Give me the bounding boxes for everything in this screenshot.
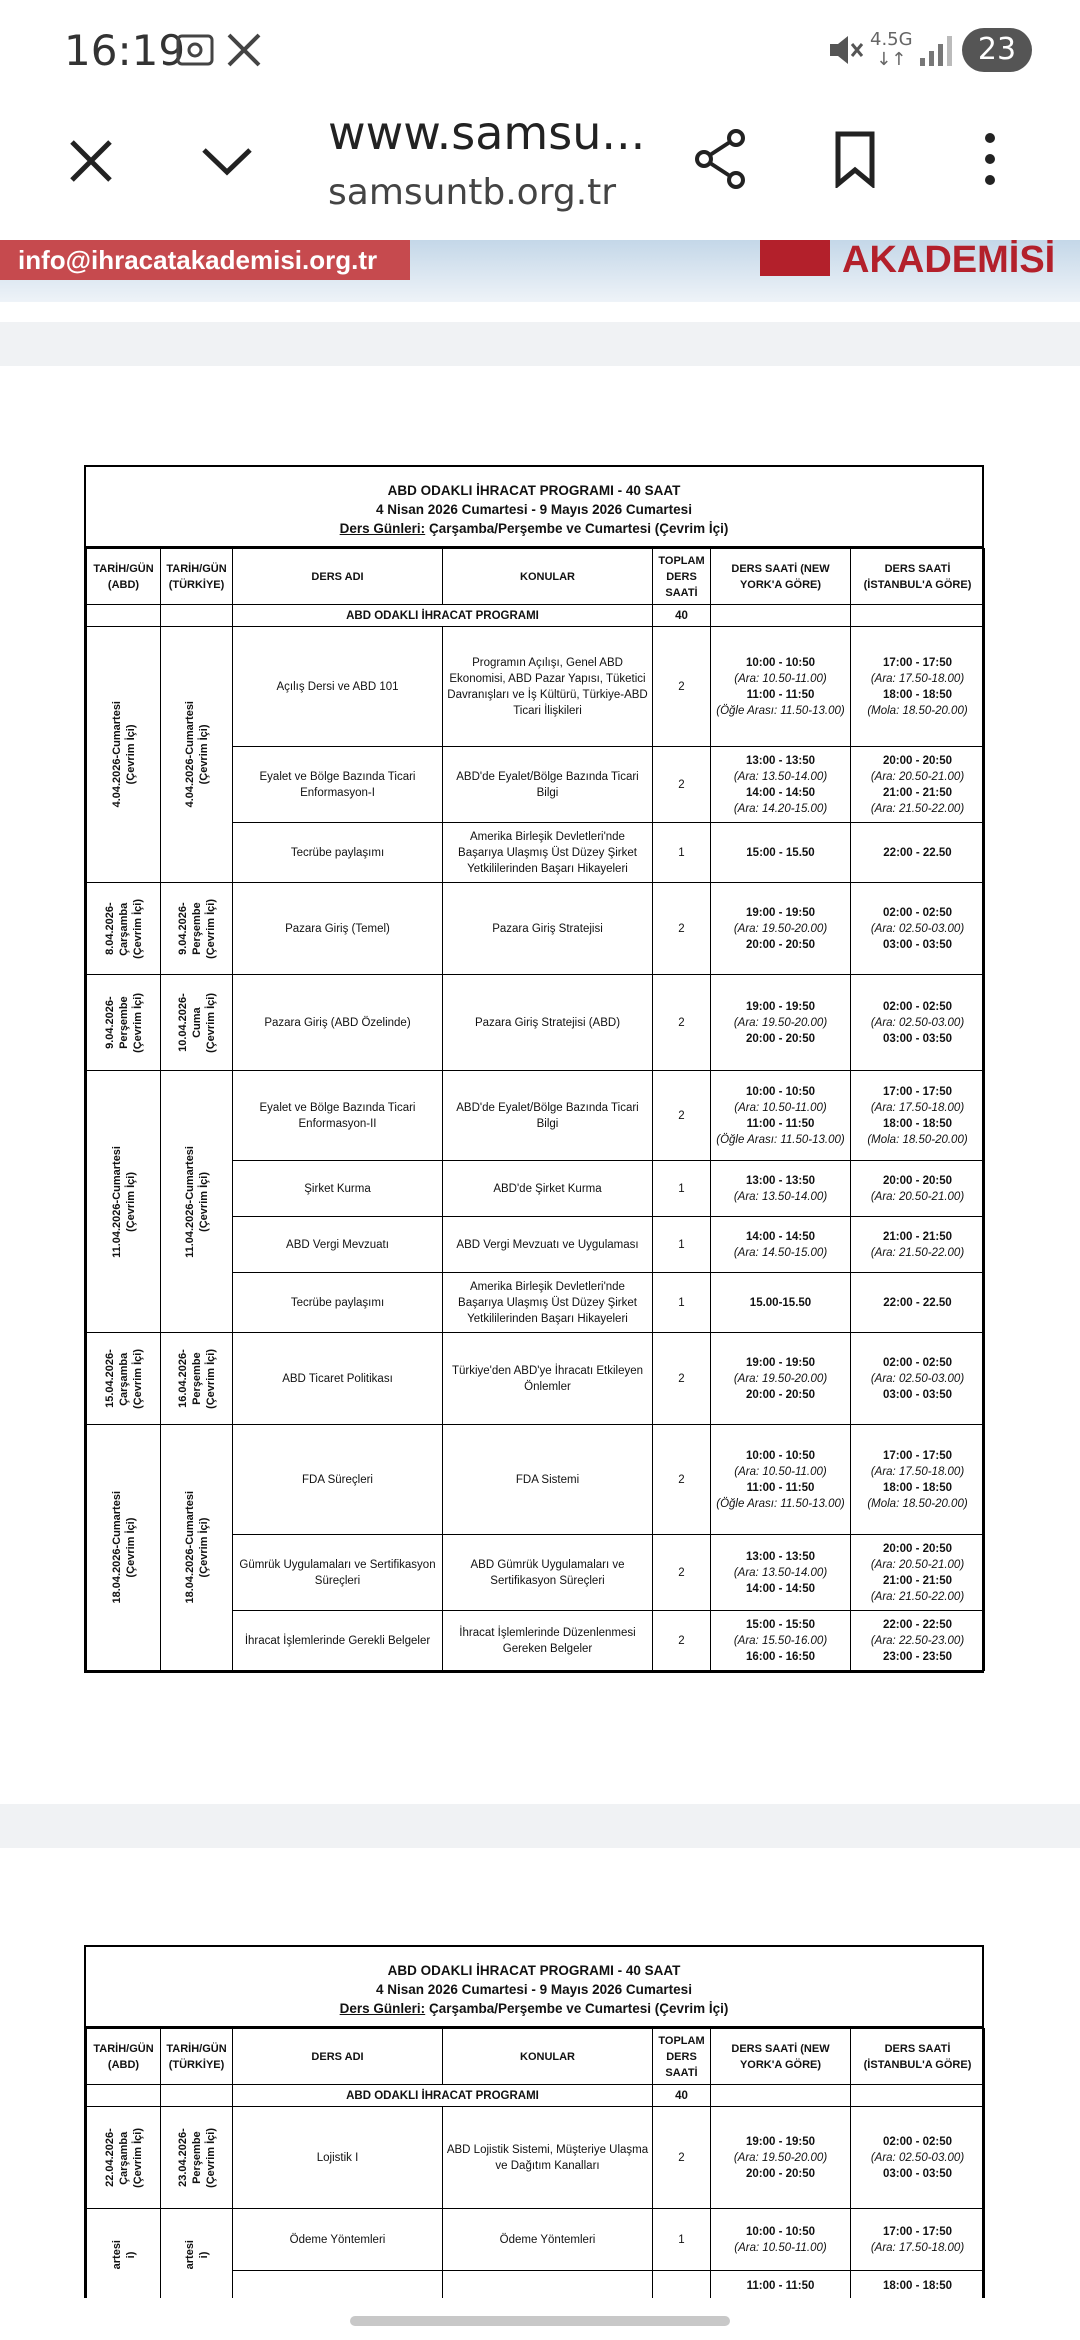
empty-cell — [711, 605, 851, 627]
time-slot: 03:00 - 03:50 — [882, 1388, 953, 1401]
table-row — [87, 1425, 985, 1535]
time-istanbul — [851, 2107, 985, 2209]
time-slot: 21:00 - 21:50 — [882, 1230, 953, 1243]
time-slot: 02:00 - 02:50 — [882, 1356, 953, 1369]
empty-cell — [87, 605, 161, 627]
time-new-york — [711, 627, 851, 747]
course-topics: Amerika Birleşik Devletleri'nde Başarıya Ulaşmış Üst Düzey Şirket Yetkililerinden Başarı Hikayeleri — [443, 1273, 653, 1333]
table-row — [87, 627, 985, 747]
time-slot: 02:00 - 02:50 — [882, 2135, 953, 2148]
date-abd: 11.04.2026-Cumartesi (Çevrim İçi) — [110, 1145, 137, 1258]
date-tr-cell — [161, 2107, 233, 2209]
course-name: Gümrük Uygulamaları ve Sertifikasyon Süreçleri — [233, 1535, 443, 1611]
date-abd-cell — [87, 2107, 161, 2209]
date-abd: 8.04.2026- Çarşamba (Çevrim İçi) — [103, 898, 144, 959]
column-header: DERS ADI — [233, 549, 443, 605]
date-tr: 11.04.2026-Cumartesi (Çevrim İçi) — [183, 1145, 210, 1258]
break-note: (Ara: 21.50-22.00) — [870, 802, 965, 815]
time-new-york — [711, 2271, 851, 2299]
column-header: KONULAR — [443, 2029, 653, 2085]
document-dates: 4 Nisan 2026 Cumartesi - 9 Mayıs 2026 Cumartesi — [376, 502, 692, 517]
time-istanbul — [851, 1535, 985, 1611]
time-slot: 23:00 - 23:50 — [882, 1650, 953, 1663]
course-hours: 1 — [653, 1273, 711, 1333]
time-slot: 17:00 - 17:50 — [882, 1449, 953, 1462]
course-topics: ABD'de Şirket Kurma — [443, 1161, 653, 1217]
date-tr-cell — [161, 1333, 233, 1425]
course-hours: 1 — [653, 1161, 711, 1217]
time-slot: 17:00 - 17:50 — [882, 2225, 953, 2238]
date-abd: 9.04.2026- Perşembe (Çevrim İçi) — [103, 992, 144, 1053]
time-slot: 20:00 - 20:50 — [882, 1542, 953, 1555]
mute-icon — [826, 32, 864, 68]
course-topics: Ödeme Yöntemleri — [443, 2209, 653, 2271]
break-note: (Ara: 02.50-03.00) — [870, 1372, 965, 1385]
time-new-york — [711, 1217, 851, 1273]
break-note: (Mola: 18.50-20.00) — [867, 704, 968, 717]
date-tr: 4.04.2026-Cumartesi (Çevrim İçi) — [183, 701, 210, 808]
break-note: (Ara: 17.50-18.00) — [870, 672, 965, 685]
time-slot: 15.00-15.50 — [749, 1296, 812, 1309]
course-name: Ödeme Yöntemleri — [233, 2209, 443, 2271]
course-name: Tecrübe paylaşımı — [233, 823, 443, 883]
date-tr: artesi i) — [183, 2239, 210, 2270]
break-note: (Ara: 13.50-14.00) — [733, 770, 828, 783]
status-time: 16:19 — [64, 26, 186, 75]
column-header: TARİH/GÜN (ABD) — [87, 549, 161, 605]
time-new-york — [711, 1161, 851, 1217]
more-options-icon[interactable] — [982, 130, 998, 188]
time-slot: 19:00 - 19:50 — [745, 906, 816, 919]
course-topics: İhracat İşlemlerinde Düzenlenmesi Gereken Belgeler — [443, 1611, 653, 1671]
break-note: (Ara: 17.50-18.00) — [870, 2241, 965, 2254]
time-istanbul — [851, 1071, 985, 1161]
time-slot: 20:00 - 20:50 — [882, 754, 953, 767]
time-istanbul — [851, 883, 985, 975]
document-header — [86, 467, 982, 548]
break-note: (Ara: 17.50-18.00) — [870, 1101, 965, 1114]
document-days — [86, 1999, 982, 2018]
empty-cell — [851, 605, 985, 627]
header-row — [87, 2029, 985, 2085]
course-name: Açılış Dersi ve ABD 101 — [233, 627, 443, 747]
days-value: Çarşamba/Perşembe ve Cumartesi (Çevrim İçi) — [425, 521, 729, 536]
document-title: ABD ODAKLI İHRACAT PROGRAMI - 40 SAAT — [387, 1963, 681, 1978]
signal-icon — [918, 34, 954, 68]
date-tr: 23.04.2026- Perşembe (Çevrim İçi) — [176, 2127, 217, 2188]
time-istanbul — [851, 823, 985, 883]
break-note: (Ara: 14.50-15.00) — [733, 1246, 828, 1259]
column-header: DERS SAATİ (NEW YORK'A GÖRE) — [711, 2029, 851, 2085]
course-hours: 2 — [653, 2107, 711, 2209]
break-note: (Mola: 18.50-20.00) — [867, 1497, 968, 1510]
course-topics: Amerika Birleşik Devletleri'nde Başarıya Ulaşmış Üst Düzey Şirket Yetkililerinden Başarı Hikayeleri — [443, 823, 653, 883]
break-note: (Ara: 19.50-20.00) — [733, 2151, 828, 2164]
time-slot: 14:00 - 14:50 — [745, 786, 816, 799]
table-row — [87, 1333, 985, 1425]
time-slot: 20:00 - 20:50 — [745, 1032, 816, 1045]
time-slot: 13:00 - 13:50 — [745, 1550, 816, 1563]
table-row — [87, 883, 985, 975]
time-new-york — [711, 975, 851, 1071]
document-dates: 4 Nisan 2026 Cumartesi - 9 Mayıs 2026 Cumartesi — [376, 1982, 692, 1997]
date-abd-cell — [87, 1071, 161, 1333]
program-row — [87, 605, 985, 627]
time-slot: 10:00 - 10:50 — [745, 656, 816, 669]
break-note: (Ara: 19.50-20.00) — [733, 1016, 828, 1029]
break-note: (Ara: 20.50-21.00) — [870, 1558, 965, 1571]
column-header: DERS SAATİ (İSTANBUL'A GÖRE) — [851, 2029, 985, 2085]
column-header: TARİH/GÜN (TÜRKİYE) — [161, 549, 233, 605]
break-note: (Ara: 10.50-11.00) — [734, 1465, 827, 1478]
time-istanbul — [851, 975, 985, 1071]
time-slot: 18:00 - 18:50 — [882, 2279, 953, 2292]
course-hours: 2 — [653, 1425, 711, 1535]
time-slot: 20:00 - 20:50 — [745, 2167, 816, 2180]
table-row — [87, 975, 985, 1071]
break-note: (Ara: 17.50-18.00) — [870, 1465, 965, 1478]
break-note: (Ara: 10.50-11.00) — [734, 672, 827, 685]
break-note: (Ara: 02.50-03.00) — [870, 922, 965, 935]
time-slot: 13:00 - 13:50 — [745, 754, 816, 767]
course-topics: Pazara Giriş Stratejisi — [443, 883, 653, 975]
time-slot: 19:00 - 19:50 — [745, 1000, 816, 1013]
break-note: (Ara: 20.50-21.00) — [870, 770, 965, 783]
battery-indicator: 23 — [962, 28, 1032, 72]
time-istanbul — [851, 1611, 985, 1671]
break-note: (Ara: 13.50-14.00) — [733, 1566, 828, 1579]
break-note: (Mola: 18.50-20.00) — [867, 1133, 968, 1146]
course-hours: 2 — [653, 883, 711, 975]
date-tr-cell — [161, 883, 233, 975]
break-note: (Ara: 21.50-22.00) — [870, 1246, 965, 1259]
break-note: (Ara: 22.50-23.00) — [870, 1634, 965, 1647]
date-tr-cell — [161, 627, 233, 883]
time-slot: 13:00 - 13:50 — [745, 1174, 816, 1187]
document-days — [86, 519, 982, 538]
table-row — [87, 2209, 985, 2271]
break-note: (Öğle Arası: 11.50-13.00) — [716, 704, 845, 717]
section-divider — [0, 1804, 1080, 1848]
course-hours: 2 — [653, 1333, 711, 1425]
days-label: Ders Günleri: — [339, 521, 426, 536]
course-name: Tecrübe paylaşımı — [233, 1273, 443, 1333]
program-label: ABD ODAKLI İHRACAT PROGRAMI — [233, 2085, 653, 2107]
time-slot: 11:00 - 11:50 — [746, 1481, 815, 1494]
time-istanbul — [851, 1425, 985, 1535]
course-hours: 2 — [653, 975, 711, 1071]
url-domain[interactable]: samsuntb.org.tr — [328, 172, 617, 213]
course-topics: Türkiye'den ABD'ye İhracatı Etkileyen Önlemler — [443, 1333, 653, 1425]
time-slot: 11:00 - 11:50 — [746, 688, 815, 701]
time-slot: 21:00 - 21:50 — [882, 786, 953, 799]
schedule-document — [84, 465, 984, 1673]
column-header: DERS SAATİ (NEW YORK'A GÖRE) — [711, 549, 851, 605]
header-row — [87, 549, 985, 605]
course-topics: ABD Lojistik Sistemi, Müşteriye Ulaşma ve Dağıtım Kanalları — [443, 2107, 653, 2209]
course-topics: ABD'de Eyalet/Bölge Bazında Ticari Bilgi — [443, 1071, 653, 1161]
time-slot: 10:00 - 10:50 — [745, 2225, 816, 2238]
time-istanbul — [851, 2209, 985, 2271]
close-icon[interactable] — [68, 138, 114, 184]
schedule-table — [86, 548, 985, 1671]
course-name: ABD Vergi Mevzuatı — [233, 1217, 443, 1273]
column-header: TOPLAM DERS SAATİ — [653, 549, 711, 605]
column-header: TARİH/GÜN (TÜRKİYE) — [161, 2029, 233, 2085]
time-slot: 20:00 - 20:50 — [745, 938, 816, 951]
date-abd-cell — [87, 627, 161, 883]
time-slot: 16:00 - 16:50 — [745, 1650, 816, 1663]
date-tr: 16.04.2026- Perşembe (Çevrim İçi) — [176, 1348, 217, 1409]
break-note: (Ara: 20.50-21.00) — [870, 1190, 965, 1203]
column-header: KONULAR — [443, 549, 653, 605]
banner-email[interactable]: info@ihracatakademisi.org.tr — [0, 240, 410, 280]
program-total: 40 — [653, 605, 711, 627]
section-divider — [0, 322, 1080, 366]
date-abd: 15.04.2026- Çarşamba (Çevrim İçi) — [103, 1348, 144, 1409]
time-istanbul — [851, 1273, 985, 1333]
time-slot: 20:00 - 20:50 — [882, 1174, 953, 1187]
days-label: Ders Günleri: — [339, 2001, 426, 2016]
column-header: TOPLAM DERS SAATİ — [653, 2029, 711, 2085]
time-new-york — [711, 1273, 851, 1333]
course-hours: 1 — [653, 2209, 711, 2271]
course-name: Eyalet ve Bölge Bazında Ticari Enformasyon-II — [233, 1071, 443, 1161]
time-slot: 02:00 - 02:50 — [882, 906, 953, 919]
time-slot: 17:00 - 17:50 — [882, 1085, 953, 1098]
date-abd: artesi i) — [110, 2239, 137, 2270]
chevron-down-icon[interactable] — [200, 144, 254, 178]
time-slot: 10:00 - 10:50 — [745, 1449, 816, 1462]
schedule-document — [84, 1945, 984, 2298]
course-topics: Programın Açılışı, Genel ABD Ekonomisi, ABD Pazar Yapısı, Tüketici Davranışları ve İş Kültürü, Türkiye-ABD Ticari İlişkileri — [443, 627, 653, 747]
time-slot: 19:00 - 19:50 — [745, 2135, 816, 2148]
date-tr-cell — [161, 2209, 233, 2299]
course-topics: Pazara Giriş Stratejisi (ABD) — [443, 975, 653, 1071]
course-hours: 2 — [653, 747, 711, 823]
banner-logo: AKADEMİSİ — [760, 240, 1055, 280]
time-slot: 15:00 - 15:50 — [745, 1618, 816, 1631]
course-hours: 2 — [653, 1071, 711, 1161]
document-header — [86, 1947, 982, 2028]
course-name: Pazara Giriş (Temel) — [233, 883, 443, 975]
page-clip — [0, 1940, 1080, 2298]
time-new-york — [711, 1425, 851, 1535]
course-name: Şirket Kurma — [233, 1161, 443, 1217]
column-header: TARİH/GÜN (ABD) — [87, 2029, 161, 2085]
time-slot: 18:00 - 18:50 — [882, 1117, 953, 1130]
course-topics: FDA Sistemi — [443, 1425, 653, 1535]
time-slot: 20:00 - 20:50 — [745, 1388, 816, 1401]
course-topics: ABD Vergi Mevzuatı ve Uygulaması — [443, 1217, 653, 1273]
course-topics — [443, 2271, 653, 2299]
program-label: ABD ODAKLI İHRACAT PROGRAMI — [233, 605, 653, 627]
page-title[interactable]: www.samsu... — [328, 106, 646, 160]
time-slot: 10:00 - 10:50 — [745, 1085, 816, 1098]
course-hours: 1 — [653, 823, 711, 883]
empty-cell — [87, 2085, 161, 2107]
bookmark-icon[interactable] — [834, 130, 876, 188]
break-note: (Ara: 10.50-11.00) — [734, 2241, 827, 2254]
time-slot: 22:00 - 22:50 — [882, 1618, 953, 1631]
break-note: (Ara: 13.50-14.00) — [733, 1190, 828, 1203]
break-note: (Ara: 19.50-20.00) — [733, 922, 828, 935]
schedule-table — [86, 2028, 985, 2298]
time-slot: 03:00 - 03:50 — [882, 938, 953, 951]
break-note: (Öğle Arası: 11.50-13.00) — [716, 1133, 845, 1146]
course-name: Eyalet ve Bölge Bazında Ticari Enformasyon-I — [233, 747, 443, 823]
date-tr: 9.04.2026- Perşembe (Çevrim İçi) — [176, 898, 217, 959]
course-name: ABD Ticaret Politikası — [233, 1333, 443, 1425]
course-name: Pazara Giriş (ABD Özelinde) — [233, 975, 443, 1071]
scrollbar[interactable] — [350, 2316, 730, 2326]
date-abd: 4.04.2026-Cumartesi (Çevrim İçi) — [110, 701, 137, 808]
time-slot: 14:00 - 14:50 — [745, 1582, 816, 1595]
time-slot: 19:00 - 19:50 — [745, 1356, 816, 1369]
course-hours: 1 — [653, 1217, 711, 1273]
time-slot: 14:00 - 14:50 — [745, 1230, 816, 1243]
time-slot: 18:00 - 18:50 — [882, 1481, 953, 1494]
time-new-york — [711, 2209, 851, 2271]
break-note: (Ara: 14.20-15.00) — [733, 802, 828, 815]
time-istanbul — [851, 2271, 985, 2299]
date-abd-cell — [87, 1333, 161, 1425]
course-hours: 2 — [653, 1611, 711, 1671]
course-name: FDA Süreçleri — [233, 1425, 443, 1535]
time-slot: 15:00 - 15.50 — [746, 846, 815, 859]
date-abd: 22.04.2026- Çarşamba (Çevrim İçi) — [103, 2127, 144, 2188]
break-note: (Ara: 21.50-22.00) — [870, 1590, 965, 1603]
logo-mark — [760, 240, 830, 276]
time-slot: 21:00 - 21:50 — [882, 1574, 953, 1587]
break-note: (Ara: 02.50-03.00) — [870, 2151, 965, 2164]
column-header: DERS SAATİ (İSTANBUL'A GÖRE) — [851, 549, 985, 605]
course-name — [233, 2271, 443, 2299]
course-name: İhracat İşlemlerinde Gerekli Belgeler — [233, 1611, 443, 1671]
break-note: (Ara: 10.50-11.00) — [734, 1101, 827, 1114]
time-slot: 18:00 - 18:50 — [882, 688, 953, 701]
document-title: ABD ODAKLI İHRACAT PROGRAMI - 40 SAAT — [387, 483, 681, 498]
empty-cell — [161, 2085, 233, 2107]
course-topics: ABD'de Eyalet/Bölge Bazında Ticari Bilgi — [443, 747, 653, 823]
time-istanbul — [851, 627, 985, 747]
time-slot: 11:00 - 11:50 — [746, 1117, 815, 1130]
time-new-york — [711, 883, 851, 975]
screenshot-icon — [176, 32, 216, 68]
course-hours: 2 — [653, 1535, 711, 1611]
time-new-york — [711, 1535, 851, 1611]
days-value: Çarşamba/Perşembe ve Cumartesi (Çevrim İçi) — [425, 2001, 729, 2016]
column-header: DERS ADI — [233, 2029, 443, 2085]
time-istanbul — [851, 1217, 985, 1273]
break-note: (Ara: 02.50-03.00) — [870, 1016, 965, 1029]
time-slot: 17:00 - 17:50 — [882, 656, 953, 669]
table-row — [87, 1071, 985, 1161]
empty-cell — [161, 605, 233, 627]
empty-cell — [851, 2085, 985, 2107]
time-slot: 02:00 - 02:50 — [882, 1000, 953, 1013]
time-slot: 11:00 - 11:50 — [746, 2279, 815, 2292]
date-abd-cell — [87, 883, 161, 975]
break-note: (Öğle Arası: 11.50-13.00) — [716, 1497, 845, 1510]
date-abd-cell — [87, 1425, 161, 1671]
time-new-york — [711, 823, 851, 883]
time-slot: 03:00 - 03:50 — [882, 1032, 953, 1045]
break-note: (Ara: 15.50-16.00) — [733, 1634, 828, 1647]
program-total: 40 — [653, 2085, 711, 2107]
course-topics: ABD Gümrük Uygulamaları ve Sertifikasyon Süreçleri — [443, 1535, 653, 1611]
share-icon[interactable] — [692, 128, 748, 190]
date-abd-cell — [87, 975, 161, 1071]
time-new-york — [711, 1071, 851, 1161]
table-row — [87, 2107, 985, 2209]
empty-cell — [711, 2085, 851, 2107]
time-new-york — [711, 2107, 851, 2209]
date-tr-cell — [161, 975, 233, 1071]
network-indicator: 4.5G ↓↑ — [870, 29, 913, 70]
course-name: Lojistik I — [233, 2107, 443, 2209]
time-slot: 22:00 - 22.50 — [883, 846, 952, 859]
time-new-york — [711, 1333, 851, 1425]
program-row — [87, 2085, 985, 2107]
date-tr: 10.04.2026- Cuma (Çevrim İçi) — [176, 992, 217, 1053]
x-logo-icon — [226, 32, 262, 68]
time-new-york — [711, 747, 851, 823]
course-hours: 2 — [653, 627, 711, 747]
time-new-york — [711, 1611, 851, 1671]
date-tr-cell — [161, 1071, 233, 1333]
date-tr: 18.04.2026-Cumartesi (Çevrim İçi) — [183, 1491, 210, 1604]
date-tr-cell — [161, 1425, 233, 1671]
time-slot: 22:00 - 22.50 — [883, 1296, 952, 1309]
time-istanbul — [851, 1333, 985, 1425]
date-abd-cell — [87, 2209, 161, 2299]
date-abd: 18.04.2026-Cumartesi (Çevrim İçi) — [110, 1491, 137, 1604]
time-istanbul — [851, 1161, 985, 1217]
break-note: (Ara: 19.50-20.00) — [733, 1372, 828, 1385]
status-bar — [0, 0, 1080, 100]
time-slot: 03:00 - 03:50 — [882, 2167, 953, 2180]
course-hours — [653, 2271, 711, 2299]
time-istanbul — [851, 747, 985, 823]
site-banner — [0, 240, 1080, 302]
